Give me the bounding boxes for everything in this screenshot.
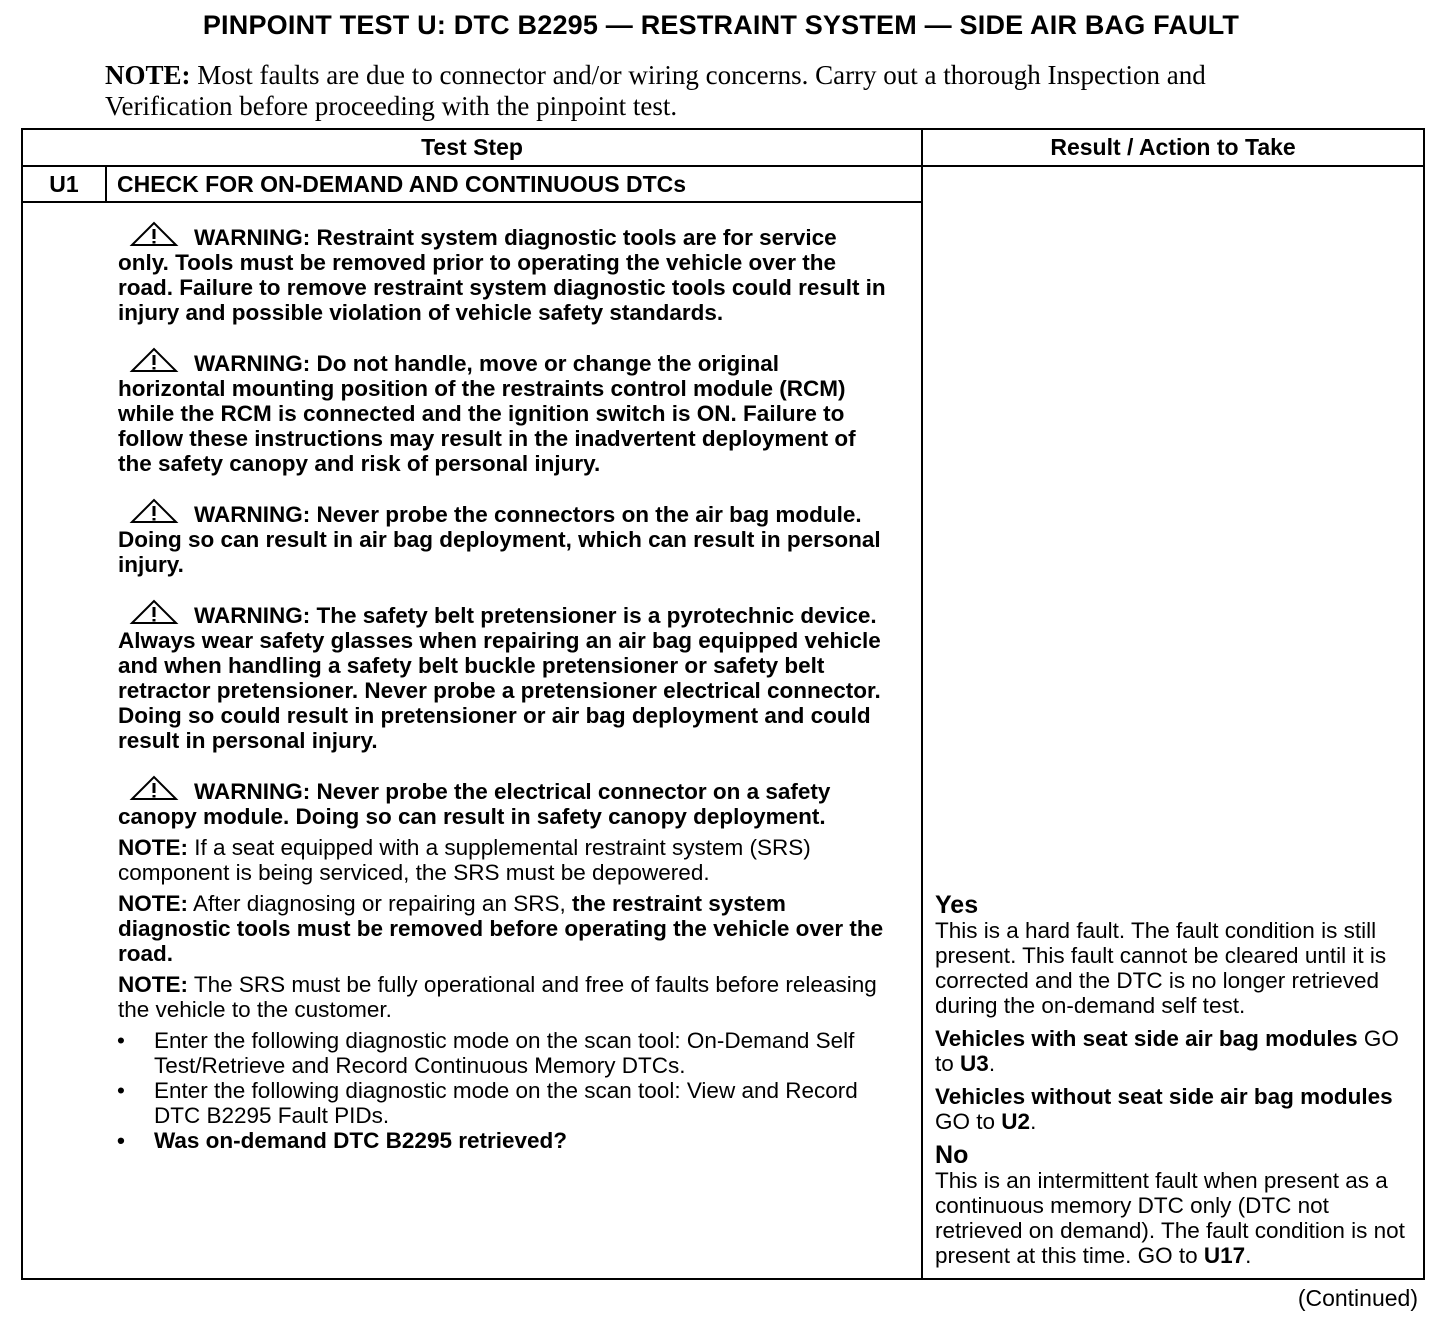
result-yes-text: This is a hard fault. The fault condition is still present. This fault cannot be cleared until it is corrected and the DTC is no longer retrieved during the on-demand self test. [935,918,1387,1018]
warning-3 [118,498,891,577]
result-without-goto: GO to [935,1109,1002,1134]
result-with-seat-modules [935,1026,1415,1076]
warning-4 [118,599,891,753]
note-1-label: NOTE: [118,835,188,860]
step-id: U1 [22,166,106,202]
result-cell [922,166,1424,1279]
note-1 [118,835,891,885]
note-3-label: NOTE: [118,972,188,997]
warning-triangle-icon [128,221,180,247]
result-with-label: Vehicles with seat side air bag modules [935,1026,1358,1051]
result-without-label: Vehicles without seat side air bag modules [935,1084,1393,1109]
bullet-2: • Enter the following diagnostic mode on the scan tool: View and Record DTC B2295 Fault PIDs. [154,1078,891,1128]
page-title: PINPOINT TEST U: DTC B2295 — RESTRAINT SYSTEM — SIDE AIR BAG FAULT [202,10,1240,40]
warning-triangle-icon [128,599,180,625]
result-with-target: U3 [960,1051,989,1076]
note-2-text: After diagnosing or repairing an SRS, [188,891,572,916]
result-without-end: . [1030,1109,1037,1134]
table-header-row [22,129,1424,166]
result-yes-label: Yes [935,891,979,919]
bullet-question: • Was on-demand DTC B2295 retrieved? [154,1128,891,1153]
warning-1-text: WARNING: Restraint system diagnostic tools are for service only. Tools must be removed prior to operating the vehicle over the road. Failure to remove restraint system diagnostic tools could result in injury and possible violation of vehicle safety standards. [118,225,886,325]
header-result: Result / Action to Take [922,129,1424,166]
warning-triangle-icon [128,775,180,801]
result-with-end: . [988,1051,996,1076]
continued-label: (Continued) [1297,1285,1418,1311]
step-title: CHECK FOR ON-DEMAND AND CONTINUOUS DTCs [106,166,922,202]
note-3-text: The SRS must be fully operational and free of faults before releasing the vehicle to the customer. [118,972,877,1022]
warning-5-text: WARNING: Never probe the electrical connector on a safety canopy module. Doing so can result in safety canopy deployment. [118,779,831,829]
note-2-label: NOTE: [118,891,188,916]
intro-note [105,60,1305,122]
result-no-target: U17 [1203,1243,1246,1268]
step-content [22,202,922,1279]
result-no-label: No [935,1141,969,1169]
warning-triangle-icon [128,498,180,524]
pinpoint-table [21,128,1425,1280]
warning-4-text: WARNING: The safety belt pretensioner is a pyrotechnic device. Always wear safety glasses when repairing an air bag equipped vehicle and when handling a safety belt buckle pretensioner or safety belt retractor pretensioner. Never probe a pretensioner electrical connector. Doing so could result in pretensioner or air bag deployment and could result in personal injury. [118,603,881,753]
warning-1 [118,221,891,325]
intro-note-text: Most faults are due to connector and/or wiring concerns. Carry out a thorough Inspection and Verification before proceeding with the pinpoint test. [105,60,1206,121]
result-without-seat-modules [935,1084,1415,1134]
warning-3-text: WARNING: Never probe the connectors on the air bag module. Doing so can result in air bag deployment, which can result in personal injury. [118,502,881,577]
warning-2-text: WARNING: Do not handle, move or change the original horizontal mounting position of the restraints control module (RCM) while the RCM is connected and the ignition switch is ON. Failure to follow these instructions may result in the inadvertent deployment of the safety canopy and risk of personal injury. [118,351,856,476]
warning-5 [118,775,891,829]
header-test-step: Test Step [22,129,922,166]
bullet-1: • Enter the following diagnostic mode on the scan tool: On-Demand Self Test/Retrieve and Record Continuous Memory DTCs. [154,1028,891,1078]
result-with-goto: GO to [935,1026,1399,1076]
step-title-row [22,166,1424,202]
result-without-target: U2 [1001,1109,1031,1134]
note-2 [118,891,891,966]
note-2-bold-tail: the restraint system diagnostic tools must be removed before operating the vehicle over the road. [118,891,884,966]
step-bullets [118,1028,891,1153]
intro-note-label: NOTE: [105,60,191,90]
note-3 [118,972,891,1022]
result-no-text [935,1168,1415,1268]
result-no-body: This is an intermittent fault when present as a continuous memory DTC only (DTC not retrieved on demand). The fault condition is not present at this time. GO to [935,1168,1405,1268]
warning-2 [118,347,891,476]
result-no-end: . [1245,1243,1252,1268]
warning-triangle-icon [128,347,180,373]
note-1-text: If a seat equipped with a supplemental restraint system (SRS) component is being serviced, the SRS must be depowered. [118,835,811,885]
